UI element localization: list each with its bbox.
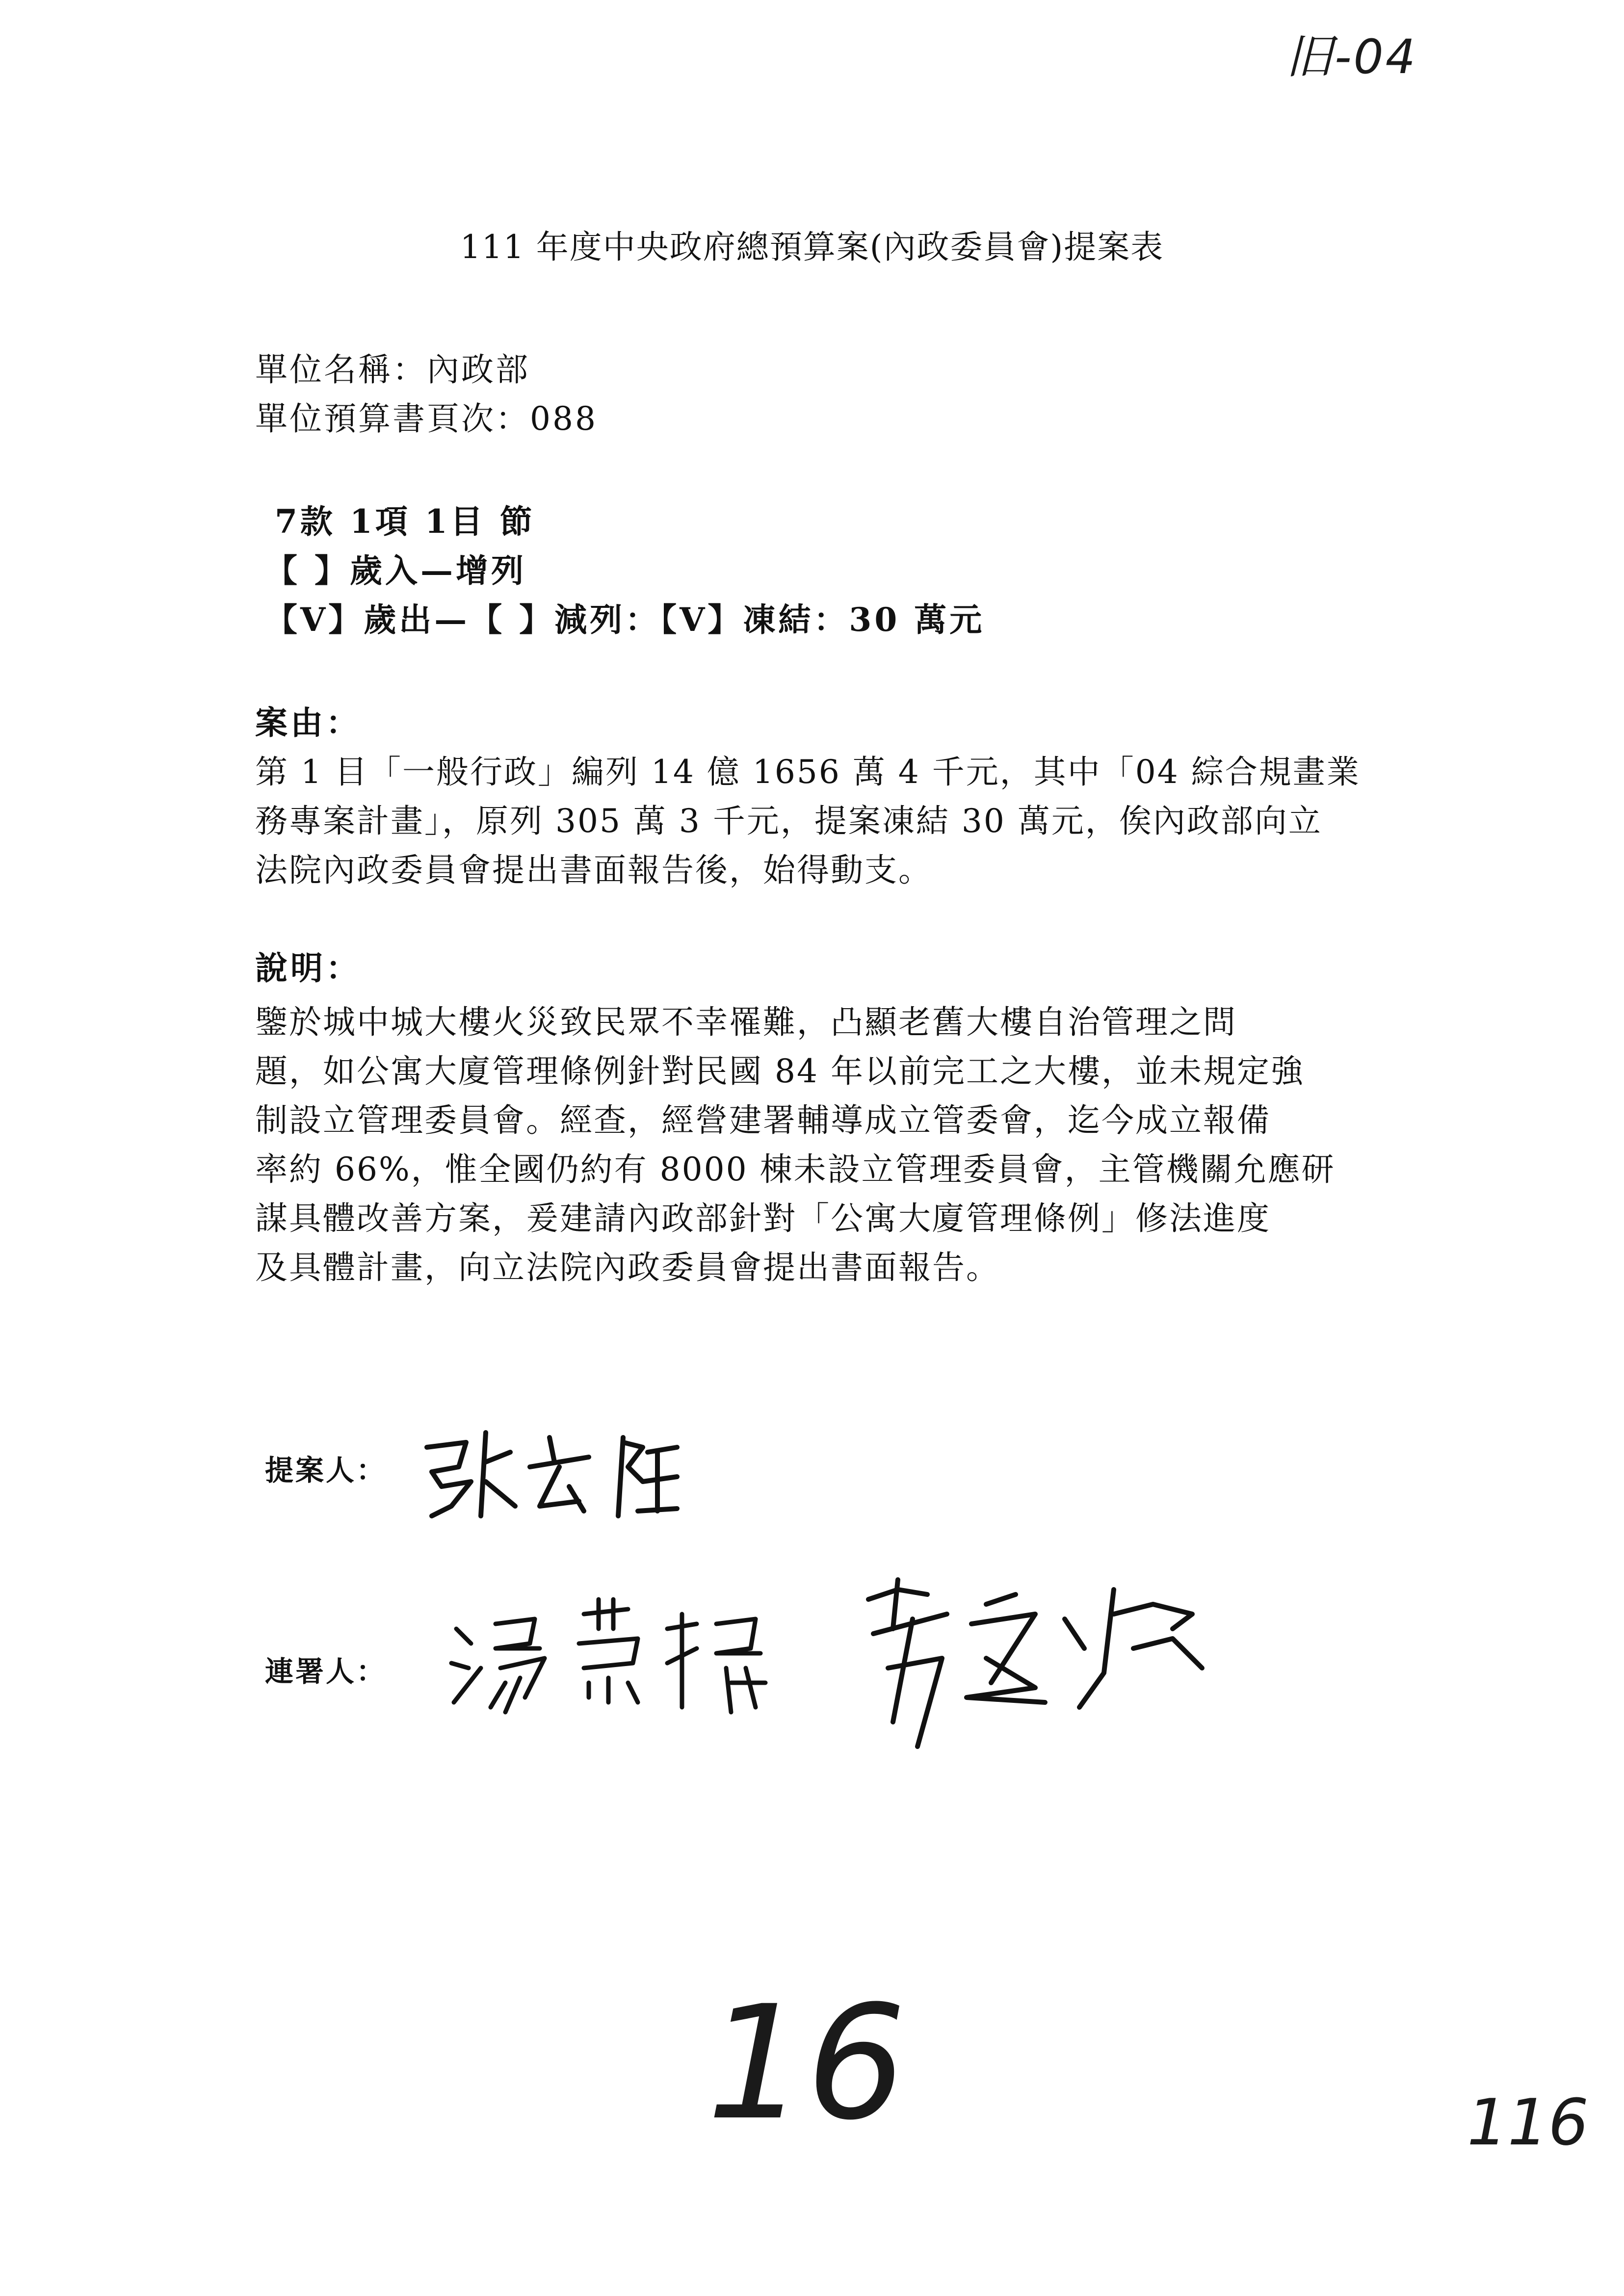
- revenue-increase-line: 【 】歲入—增列: [265, 551, 526, 590]
- handwritten-page-code: 旧-04: [1285, 29, 1417, 84]
- explanation-line: 鑒於城中城大樓火災致民眾不幸罹難，凸顯老舊大樓自治管理之問: [255, 1003, 1237, 1041]
- explanation-line: 制設立管理委員會。經查，經營建署輔導成立管委會，迄今成立報備: [255, 1101, 1271, 1139]
- reason-heading: 案由：: [255, 704, 361, 742]
- cosigner-signature: [442, 1570, 824, 1727]
- unit-budget-page-line: 單位預算書頁次：088: [255, 400, 598, 438]
- reason-line: 法院內政委員會提出書面報告後，始得動支。: [255, 851, 932, 889]
- reason-line: 第 1 目「一般行政」編列 14 億 1656 萬 4 千元，其中「04 綜合規畫業: [255, 753, 1361, 791]
- expenditure-freeze-line: 【V】歲出—【 】減列：【V】凍結：30 萬元: [265, 600, 985, 639]
- proposer-label: 提案人：: [265, 1454, 387, 1487]
- cosigner-signature-2: [859, 1560, 1212, 1756]
- proposer-signature: [412, 1413, 687, 1531]
- handwritten-page-number: 16: [707, 1972, 907, 2155]
- budget-item-line: 7款 1項 1目 節: [275, 502, 535, 541]
- explanation-heading: 說明：: [255, 949, 361, 987]
- handwritten-sheet-number: 116: [1467, 2085, 1589, 2160]
- explanation-line: 及具體計畫，向立法院內政委員會提出書面報告。: [255, 1249, 1000, 1286]
- reason-line: 務專案計畫」，原列 305 萬 3 千元，提案凍結 30 萬元，俟內政部向立: [255, 802, 1322, 840]
- explanation-line: 題，如公寓大廈管理條例針對民國 84 年以前完工之大樓，並未規定強: [255, 1052, 1305, 1090]
- unit-name-line: 單位名稱：內政部: [255, 351, 530, 389]
- explanation-line: 謀具體改善方案，爰建請內政部針對「公寓大廈管理條例」修法進度: [255, 1200, 1271, 1237]
- document-title: 111 年度中央政府總預算案(內政委員會)提案表: [460, 228, 1164, 266]
- cosigner-label: 連署人：: [265, 1655, 387, 1688]
- explanation-line: 率約 66%，惟全國仍約有 8000 棟未設立管理委員會，主管機關允應研: [255, 1150, 1336, 1188]
